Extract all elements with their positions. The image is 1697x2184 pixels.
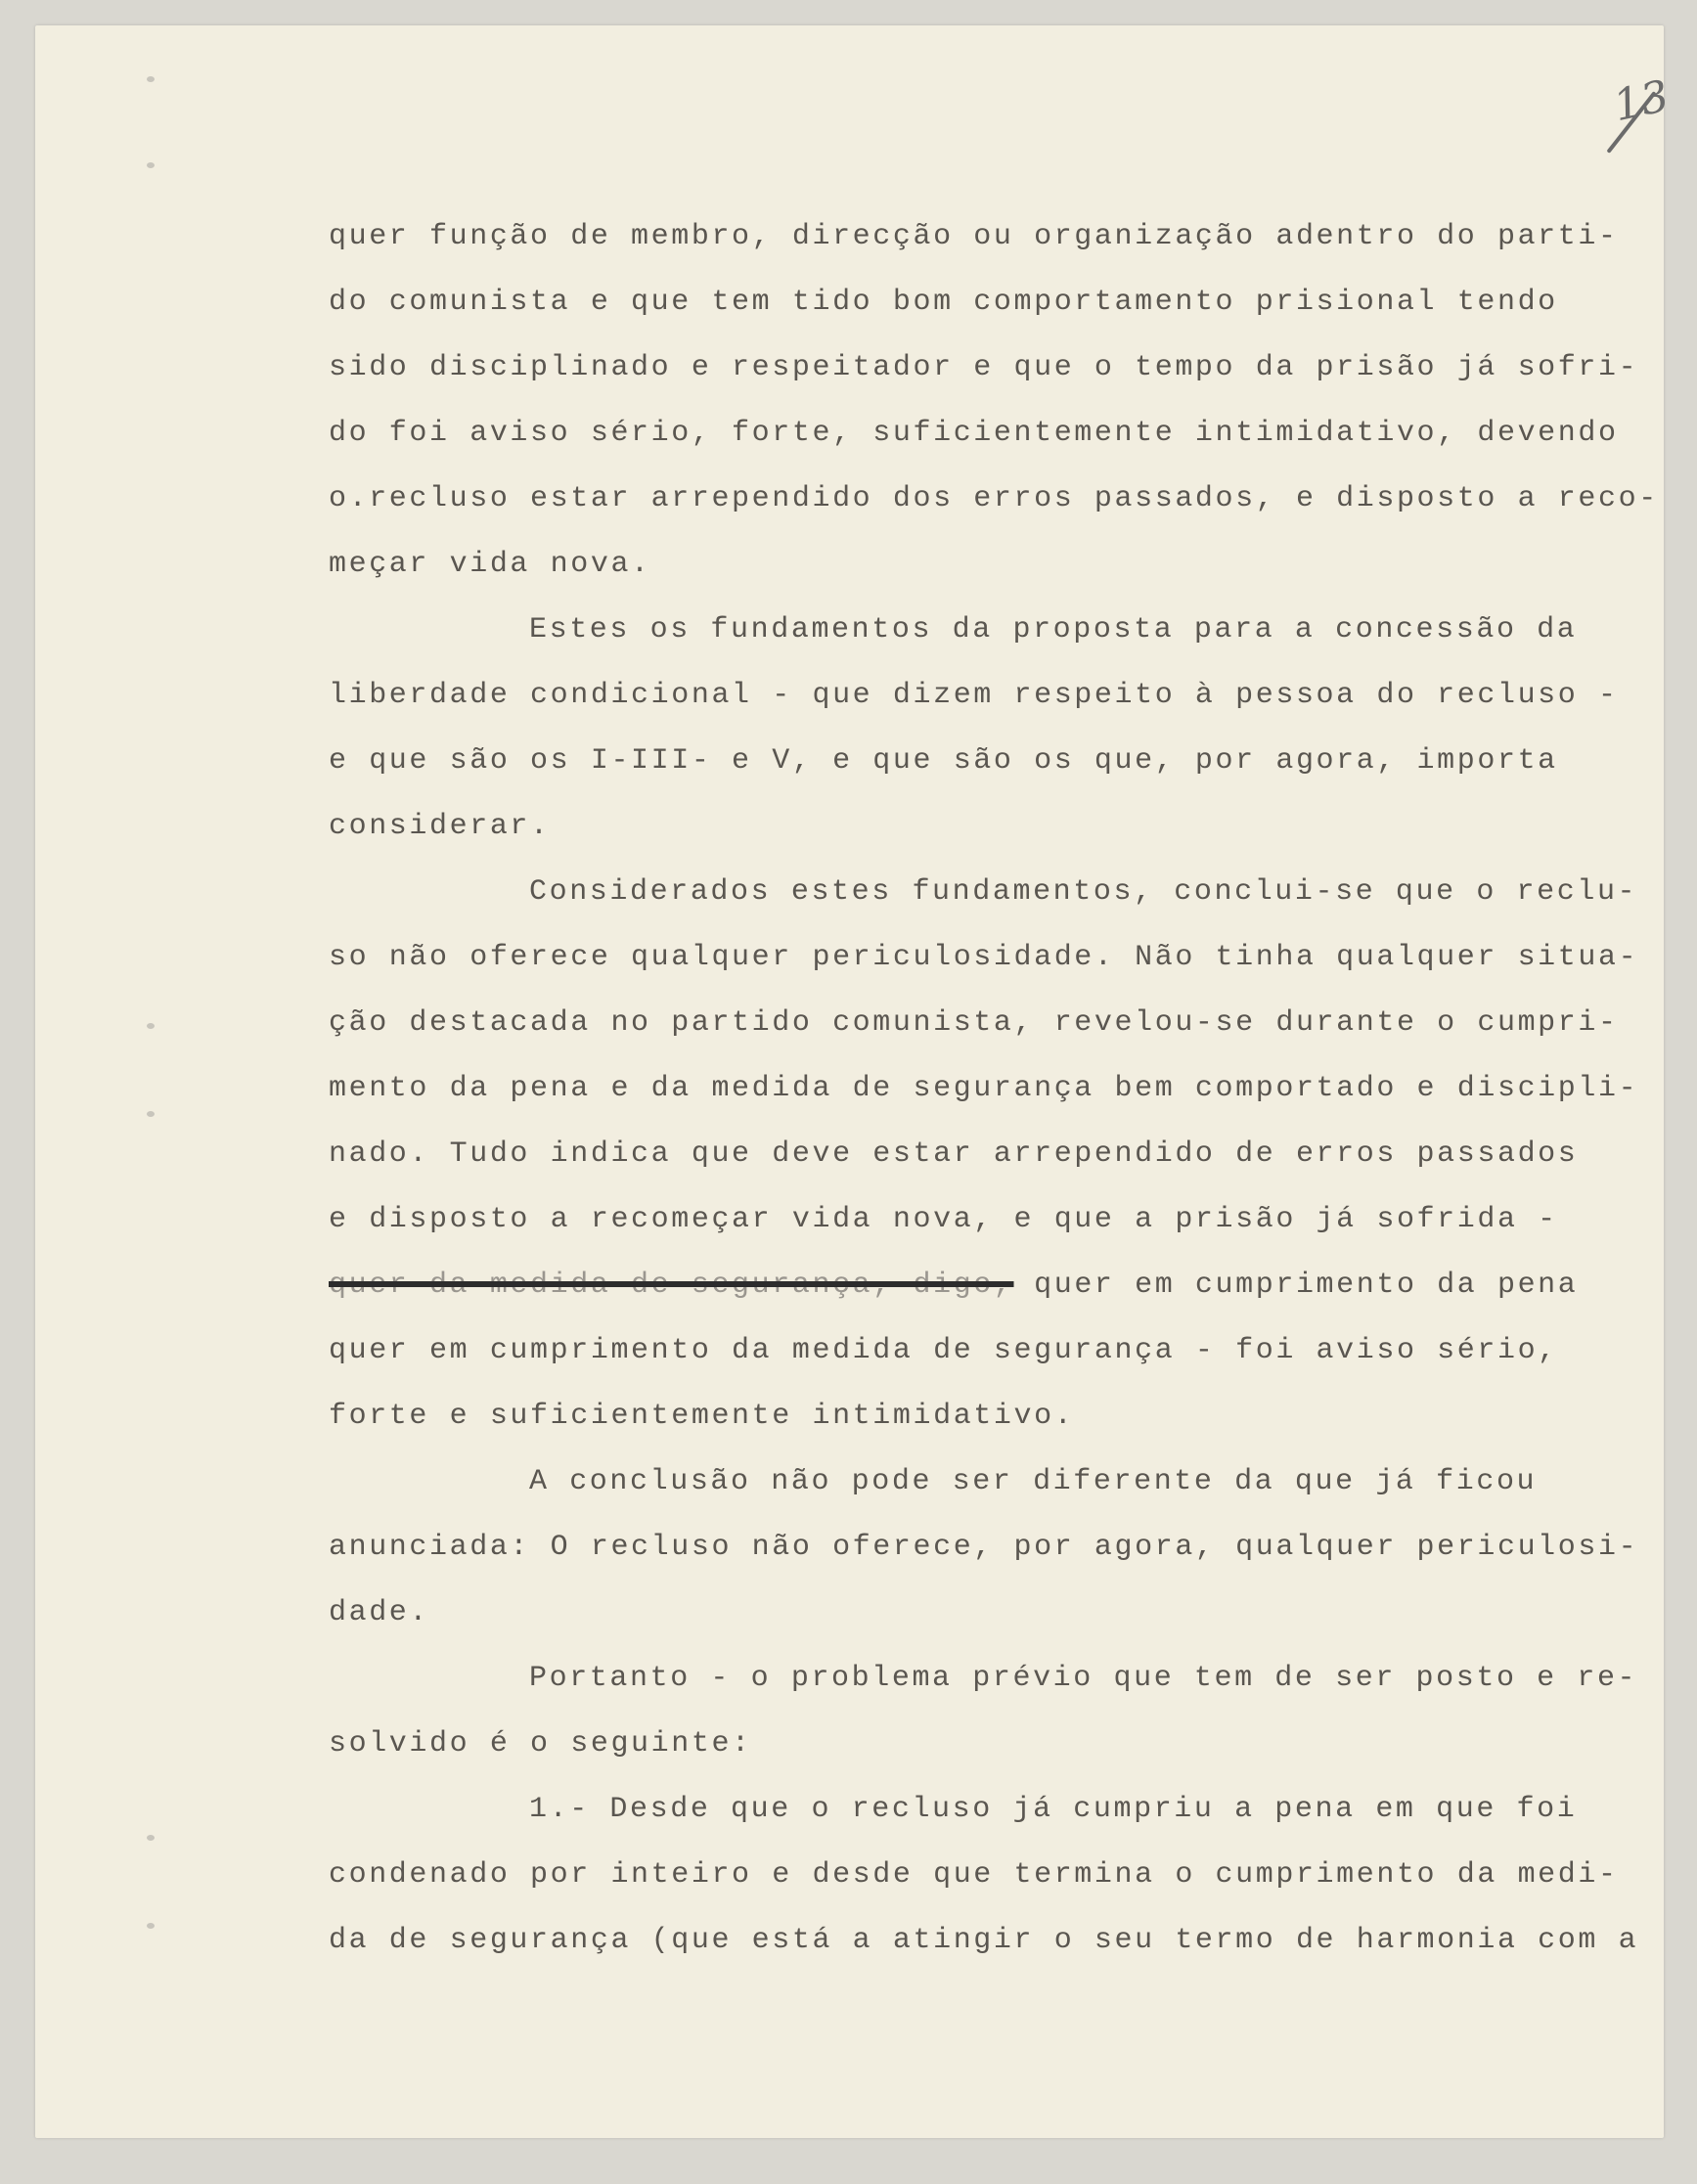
text-line: dade. <box>329 1596 430 1629</box>
text-fragment: quer em cumprimento da pena <box>1034 1269 1579 1302</box>
text-line: ção destacada no partido comunista, revelou-se durante o cumpri- <box>329 1006 1619 1040</box>
punch-hole-mark <box>147 1111 155 1117</box>
text-line: A conclusão não pode ser diferente da que já ficou <box>529 1465 1538 1498</box>
text-line: e que são os I-III- e V, e que são os que, por agora, importa <box>329 744 1558 778</box>
text-line: solvido é o seguinte: <box>329 1727 752 1761</box>
text-line: da de segurança (que está a atingir o seu termo de harmonia com a <box>329 1924 1639 1957</box>
text-line: considerar. <box>329 810 551 843</box>
typed-text-body <box>329 220 1659 1989</box>
text-line: quer em cumprimento da medida de segurança - foi aviso sério, <box>329 1334 1558 1367</box>
text-line: forte e suficientemente intimidativo. <box>329 1400 1075 1433</box>
struck-out-text: quer da medida de segurança, digo, <box>329 1269 1014 1302</box>
text-line: e disposto a recomeçar vida nova, e que a prisão já sofrida - <box>329 1203 1558 1236</box>
text-line: Considerados estes fundamentos, conclui-se que o reclu- <box>529 875 1638 909</box>
text-line: so não oferece qualquer periculosidade. Não tinha qualquer situa- <box>329 941 1639 974</box>
text-line: mento da pena e da medida de segurança bem comportado e discipli- <box>329 1072 1639 1105</box>
punch-hole-mark <box>147 162 155 168</box>
punch-hole-mark <box>147 1023 155 1029</box>
text-line: nado. Tudo indica que deve estar arrependido de erros passados <box>329 1137 1579 1171</box>
text-line: liberdade condicional - que dizem respeito à pessoa do recluso - <box>329 679 1619 712</box>
punch-hole-mark <box>147 76 155 82</box>
punch-hole-mark <box>147 1835 155 1841</box>
text-line: Portanto - o problema prévio que tem de ser posto e re- <box>529 1662 1638 1695</box>
text-line-with-strikeout <box>329 1269 1659 1302</box>
text-line: condenado por inteiro e desde que termina o cumprimento da medi- <box>329 1858 1619 1892</box>
text-line: do comunista e que tem tido bom comportamento prisional tendo <box>329 286 1558 319</box>
text-line: do foi aviso sério, forte, suficientemente intimidativo, devendo <box>329 417 1619 450</box>
text-line: 1.- Desde que o recluso já cumpriu a pena em que foi <box>529 1793 1578 1826</box>
text-line: anunciada: O recluso não oferece, por agora, qualquer periculosi- <box>329 1531 1639 1564</box>
page-number: 13 <box>1609 70 1674 132</box>
text-line: meçar vida nova. <box>329 548 651 581</box>
text-line: Estes os fundamentos da proposta para a concessão da <box>529 613 1578 646</box>
text-line: sido disciplinado e respeitador e que o tempo da prisão já sofri- <box>329 351 1639 384</box>
text-line: quer função de membro, direcção ou organização adentro do parti- <box>329 220 1619 253</box>
text-line: o.recluso estar arrependido dos erros passados, e disposto a reco- <box>329 482 1659 515</box>
punch-hole-mark <box>147 1923 155 1929</box>
